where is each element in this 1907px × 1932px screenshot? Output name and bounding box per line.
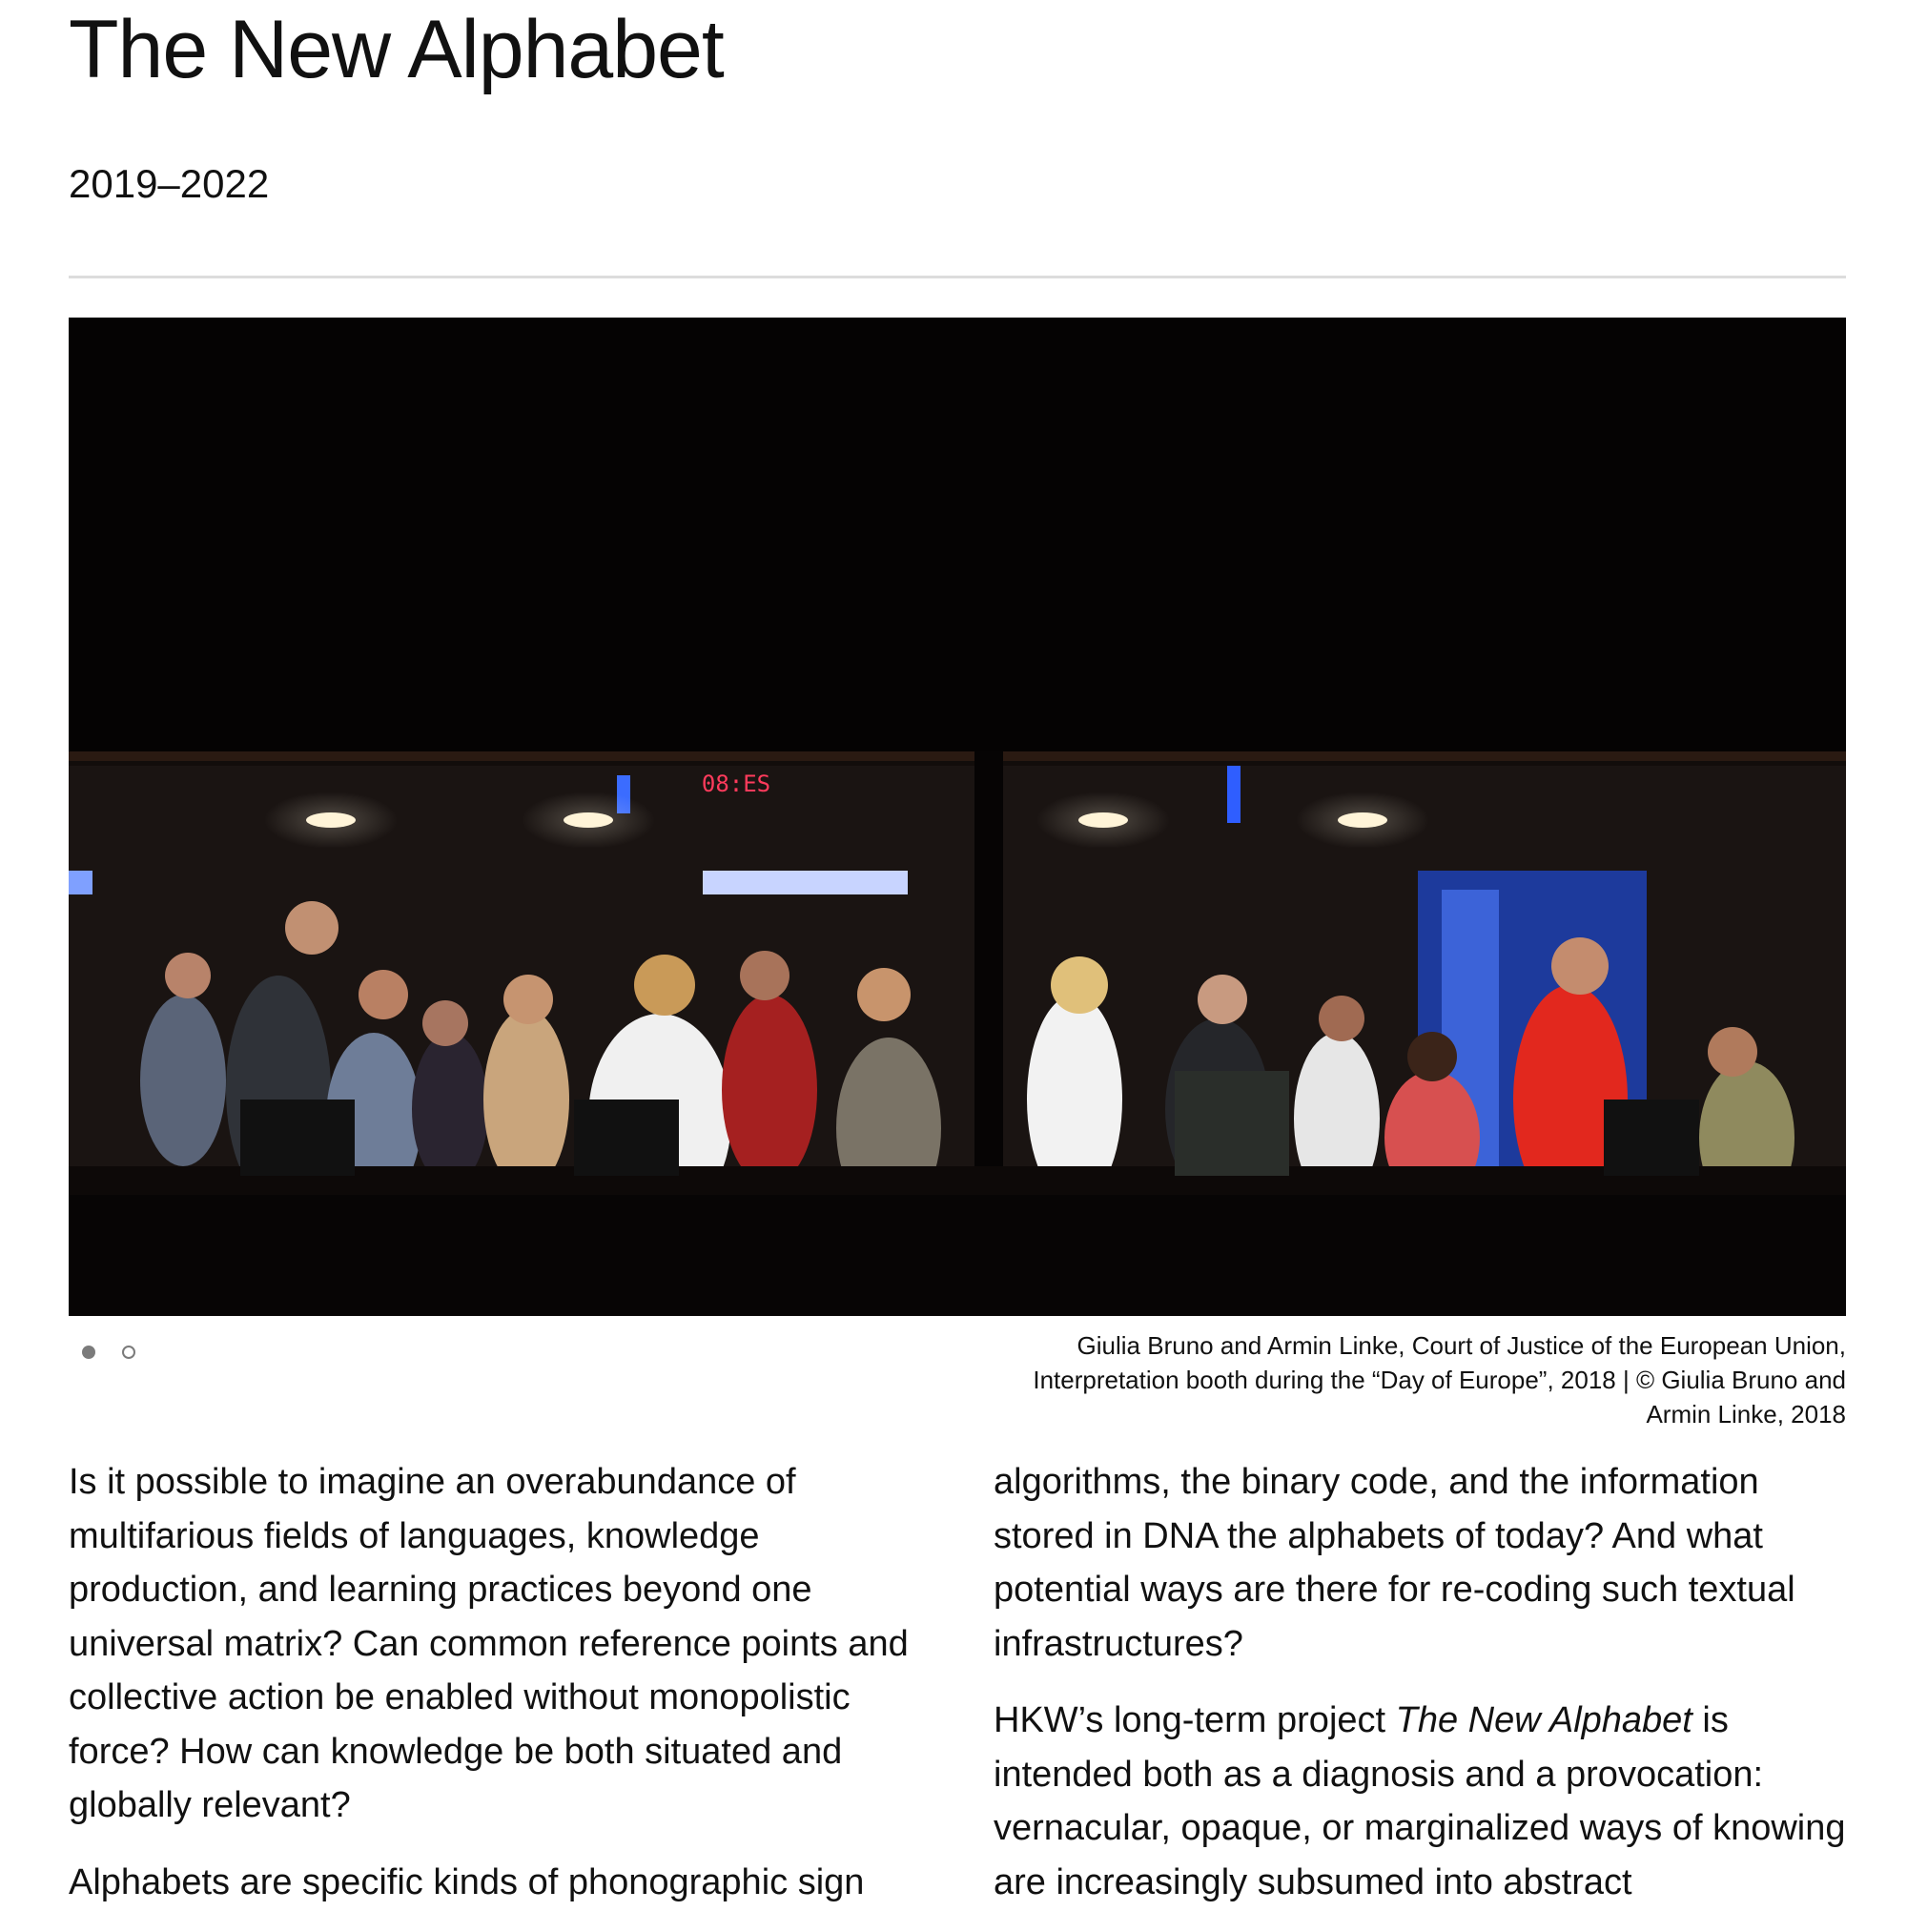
body-column-right — [994, 1455, 1846, 1932]
slide-dot-2[interactable] — [122, 1346, 135, 1359]
paragraph: algorithms, the binary code, and the information stored in DNA the alphabets of today? And what potential ways are there for re-coding such textual infrastructures? — [994, 1462, 1795, 1664]
paragraph-text: is intended both as a diagnosis and a provocation: vernacular, opaque, or marginalized ways of knowing are increasingly subsumed into abstract — [994, 1700, 1846, 1902]
paragraph: Alphabets are specific kinds of phonographic sign — [69, 1861, 865, 1902]
paragraph — [994, 1694, 1846, 1909]
page-title: The New Alphabet — [69, 4, 724, 95]
slide-dot-1[interactable] — [82, 1346, 95, 1359]
project-title-emphasis: The New Alphabet — [1395, 1700, 1692, 1740]
body-column-left — [69, 1455, 927, 1932]
slideshow-image[interactable] — [69, 318, 1846, 1316]
booth-clock: 08:ES — [701, 771, 771, 797]
paragraph-text: HKW’s long-term project — [994, 1700, 1396, 1740]
caption-line: Giulia Bruno and Armin Linke, Court of Justice of the European Union, — [1077, 1331, 1846, 1360]
image-caption — [892, 1328, 1846, 1431]
caption-line: Armin Linke, 2018 — [1646, 1400, 1846, 1428]
divider — [69, 276, 1846, 278]
paragraph: Is it possible to imagine an overabundance of multifarious fields of languages, knowledge production, and learning practices beyond one universal matrix? Can common reference points and collective action be enabled without monopolistic force? How can knowledge be both situated and globally relevant? — [69, 1462, 909, 1825]
project-years: 2019–2022 — [69, 161, 270, 206]
interpretation-booth-photo — [69, 318, 1846, 1316]
caption-line: Interpretation booth during the “Day of Europe”, 2018 | © Giulia Bruno and — [1033, 1366, 1846, 1394]
slideshow-pagination — [82, 1346, 135, 1359]
